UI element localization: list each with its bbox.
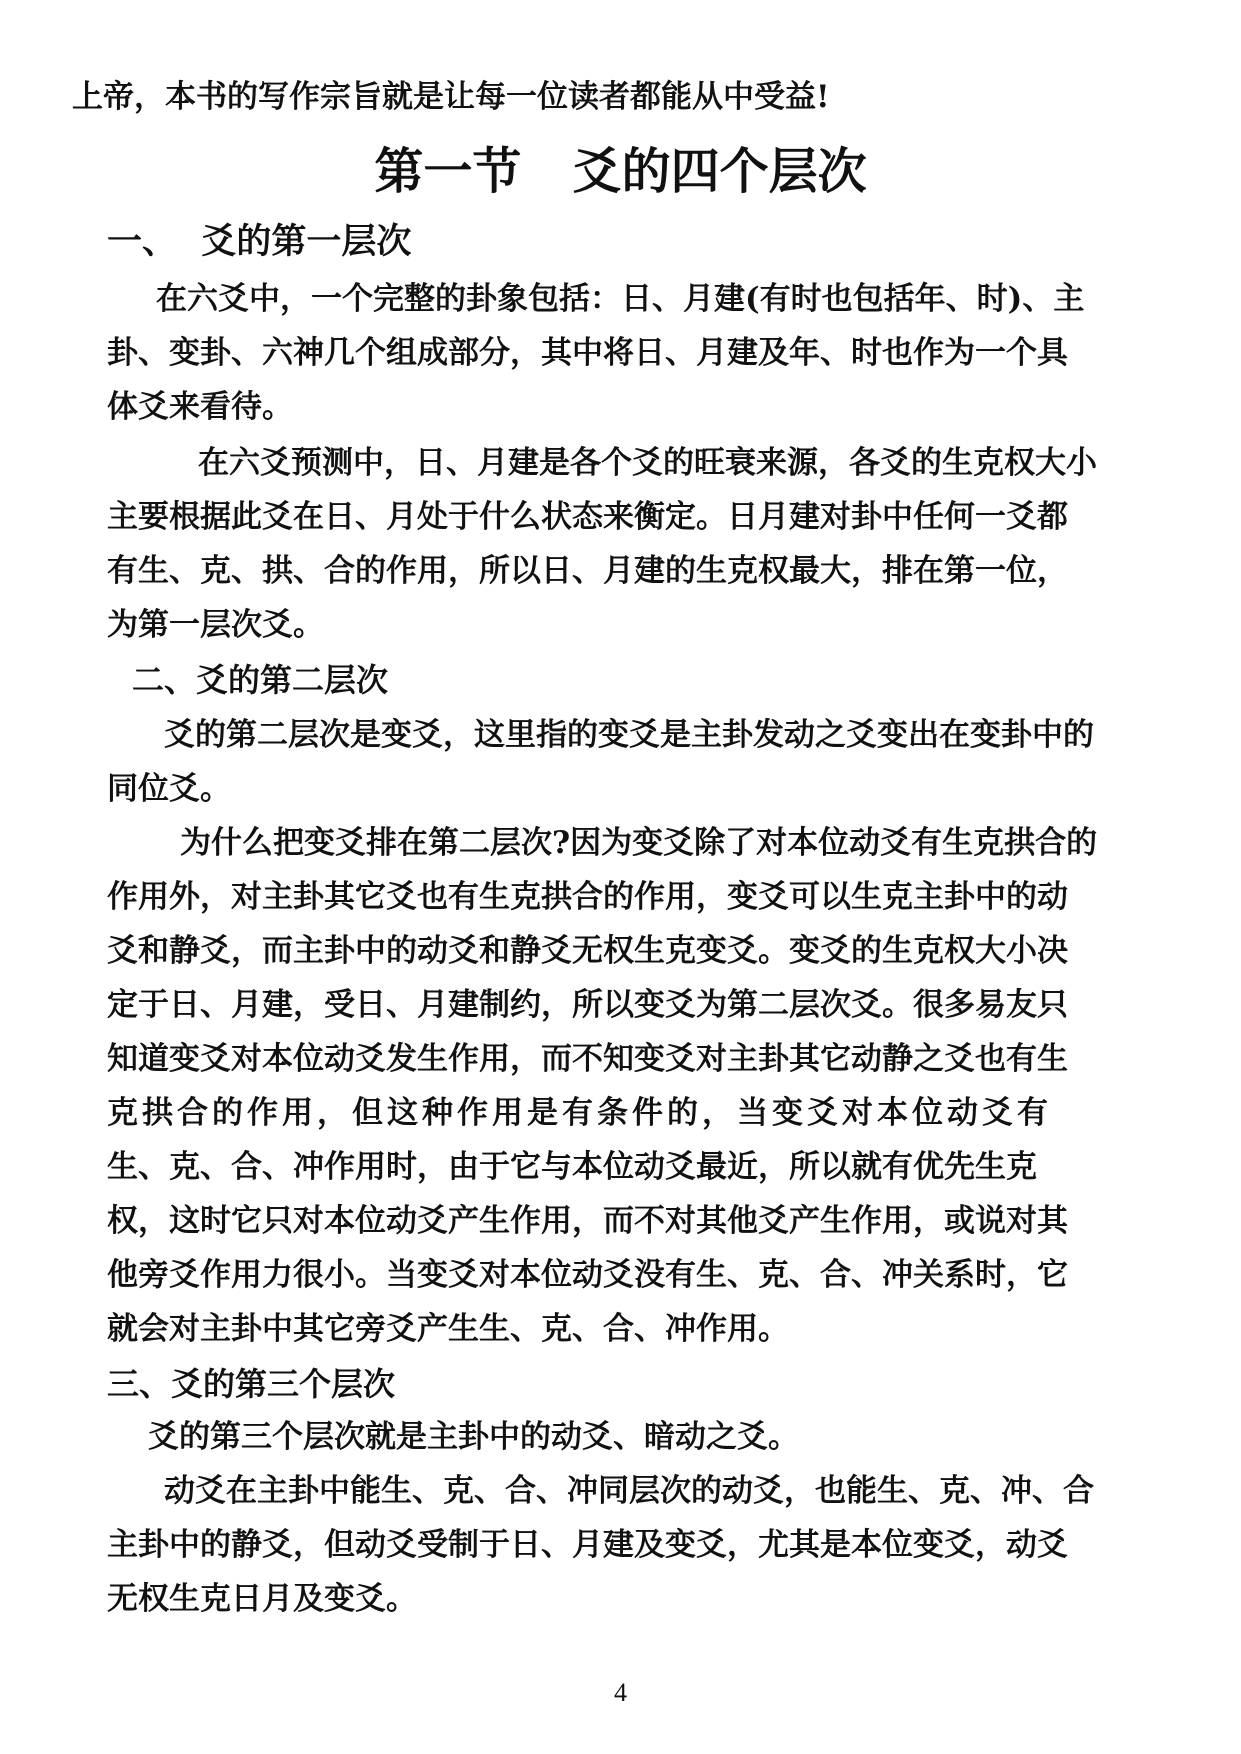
- s2-p1-line-2: 同位爻。: [107, 771, 231, 807]
- s2-p2-line-4: 定于日、月建，受日、月建制约，所以变爻为第二层次爻。很多易友只: [107, 987, 1068, 1023]
- s2-p2-line-3: 爻和静爻，而主卦中的动爻和静爻无权生克变爻。变爻的生克权大小决: [107, 933, 1068, 969]
- intro-line: 上帝，本书的写作宗旨就是让每一位读者都能从中受益!: [72, 79, 830, 115]
- s1-p1-line-2: 卦、变卦、六神几个组成部分，其中将日、月建及年、时也作为一个具: [107, 335, 1068, 371]
- s2-p2-line-5: 知道变爻对本位动爻发生作用，而不知变爻对主卦其它动静之爻也有生: [107, 1041, 1068, 1077]
- s2-p2-line-8: 权，这时它只对本位动爻产生作用，而不对其他爻产生作用，或说对其: [107, 1203, 1068, 1239]
- s1-p2-line-3: 有生、克、拱、合的作用，所以日、月建的生克权最大，排在第一位，: [107, 553, 1068, 589]
- s2-p2-line-1: 为什么把变爻排在第二层次?因为变爻除了对本位动爻有生克拱合的: [180, 825, 1098, 861]
- s3-p2-line-3: 无权生克日月及变爻。: [107, 1581, 417, 1617]
- s1-p2-line-4: 为第一层次爻。: [107, 607, 324, 643]
- page-number: 4: [614, 1678, 627, 1707]
- s3-p1-line-1: 爻的第三个层次就是主卦中的动爻、暗动之爻。: [148, 1419, 799, 1455]
- subsection-1-heading: 一、 爻的第一层次: [107, 221, 412, 262]
- s1-p2-line-2: 主要根据此爻在日、月处于什么状态来衡定。日月建对卦中任何一爻都: [107, 499, 1068, 535]
- s1-p1-line-1: 在六爻中，一个完整的卦象包括：日、月建(有时也包括年、时)、主: [156, 281, 1085, 317]
- section-title: 第一节 爻的四个层次: [374, 142, 867, 200]
- s2-p2-line-6: 克拱合的作用，但这种作用是有条件的，当变爻对本位动爻有: [107, 1095, 1052, 1131]
- s3-p2-line-2: 主卦中的静爻，但动爻受制于日、月建及变爻，尤其是本位变爻，动爻: [107, 1527, 1068, 1563]
- s1-p1-line-3: 体爻来看待。: [107, 389, 293, 425]
- s2-p2-line-9: 他旁爻作用力很小。当变爻对本位动爻没有生、克、合、冲关系时，它: [107, 1257, 1068, 1293]
- s2-p2-line-7: 生、克、合、冲作用时，由于它与本位动爻最近，所以就有优先生克: [107, 1149, 1037, 1185]
- subsection-3-heading: 三、爻的第三个层次: [107, 1365, 396, 1403]
- s3-p2-line-1: 动爻在主卦中能生、克、合、冲同层次的动爻，也能生、克、冲、合: [164, 1473, 1094, 1509]
- s2-p1-line-1: 爻的第二层次是变爻，这里指的变爻是主卦发动之爻变出在变卦中的: [164, 717, 1094, 753]
- s1-p2-line-1: 在六爻预测中，日、月建是各个爻的旺衰来源，各爻的生克权大小: [198, 445, 1097, 481]
- s2-p2-line-2: 作用外，对主卦其它爻也有生克拱合的作用，变爻可以生克主卦中的动: [107, 879, 1068, 915]
- subsection-2-heading: 二、爻的第二层次: [132, 661, 389, 699]
- s2-p2-line-10: 就会对主卦中其它旁爻产生生、克、合、冲作用。: [107, 1311, 789, 1347]
